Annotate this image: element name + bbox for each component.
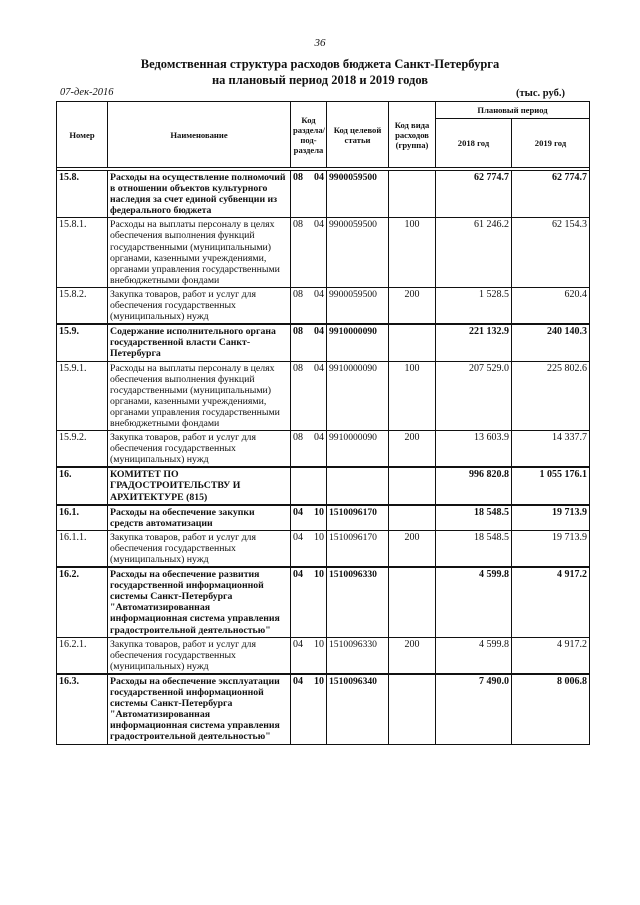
header-expense-type-code: Код вида расходов (группа) — [389, 102, 436, 168]
table-row — [57, 324, 590, 361]
row-section-code: 04 — [291, 567, 312, 637]
row-target-code: 9910000090 — [327, 361, 389, 431]
row-name: Расходы на обеспечение эксплуатации государственной информационной системы Санкт-Петербурга "Автоматизированная информационная система управления градостроительной деятельностью" — [108, 674, 291, 744]
row-amount-2018: 18 548.5 — [436, 530, 512, 567]
row-amount-2019: 4 917.2 — [512, 637, 590, 674]
document-date: 07-дек-2016 — [60, 87, 114, 98]
row-amount-2018: 61 246.2 — [436, 218, 512, 288]
row-section-code: 08 — [291, 218, 312, 288]
row-expense-type — [389, 505, 436, 531]
row-name: Расходы на выплаты персоналу в целях обеспечения выполнения функций государственными (муниципальными) органами, казенными учреждениями, органами управления государственными внебюджетными фондами — [108, 218, 291, 288]
row-expense-type: 200 — [389, 530, 436, 567]
row-number: 16.3. — [57, 674, 108, 744]
row-section-code: 08 — [291, 324, 312, 361]
row-number: 16. — [57, 467, 108, 504]
row-subsection-code: 04 — [312, 287, 327, 324]
row-amount-2019: 4 917.2 — [512, 567, 590, 637]
row-number: 15.8.2. — [57, 287, 108, 324]
page-number: 36 — [314, 37, 326, 49]
row-amount-2019: 8 006.8 — [512, 674, 590, 744]
row-amount-2018: 4 599.8 — [436, 567, 512, 637]
row-target-code: 1510096170 — [327, 530, 389, 567]
row-name: Закупка товаров, работ и услуг для обеспечения государственных (муниципальных) нужд — [108, 287, 291, 324]
row-number: 15.9. — [57, 324, 108, 361]
row-subsection-code: 10 — [312, 567, 327, 637]
row-subsection-code: 10 — [312, 674, 327, 744]
header-target-code: Код целевой статьи — [327, 102, 389, 168]
row-subsection-code: 10 — [312, 530, 327, 567]
row-expense-type: 100 — [389, 218, 436, 288]
row-section-code: 08 — [291, 431, 312, 468]
header-name: Наименование — [108, 102, 291, 168]
row-target-code: 1510096330 — [327, 567, 389, 637]
row-section-code: 04 — [291, 637, 312, 674]
table-row — [57, 361, 590, 431]
row-subsection-code: 10 — [312, 637, 327, 674]
row-amount-2018: 996 820.8 — [436, 467, 512, 504]
units-label: (тыс. руб.) — [516, 88, 565, 99]
table-body — [57, 171, 590, 745]
row-section-code: 08 — [291, 171, 312, 218]
row-expense-type: 200 — [389, 287, 436, 324]
row-amount-2018: 4 599.8 — [436, 637, 512, 674]
row-amount-2018: 7 490.0 — [436, 674, 512, 744]
table-row — [57, 218, 590, 288]
row-name: Содержание исполнительного органа государственной власти Санкт-Петербурга — [108, 324, 291, 361]
row-amount-2018: 62 774.7 — [436, 171, 512, 218]
row-subsection-code: 04 — [312, 218, 327, 288]
title-line-1: Ведомственная структура расходов бюджета Санкт-Петербурга — [140, 57, 500, 71]
budget-table — [56, 101, 590, 745]
row-amount-2019: 62 774.7 — [512, 171, 590, 218]
table-row — [57, 674, 590, 744]
row-name: Расходы на выплаты персоналу в целях обеспечения выполнения функций государственными (муниципальными) органами, казенными учреждениями, органами управления государственными внебюджетными фондами — [108, 361, 291, 431]
table-row — [57, 431, 590, 468]
row-target-code: 1510096330 — [327, 637, 389, 674]
row-subsection-code: 10 — [312, 505, 327, 531]
header-plan-period: Плановый период — [436, 102, 590, 119]
row-section-code — [291, 467, 312, 504]
row-number: 15.8.1. — [57, 218, 108, 288]
row-name: КОМИТЕТ ПО ГРАДОСТРОИТЕЛЬСТВУ И АРХИТЕКТУРЕ (815) — [108, 467, 291, 504]
table-row — [57, 505, 590, 531]
row-expense-type: 200 — [389, 637, 436, 674]
row-amount-2019: 62 154.3 — [512, 218, 590, 288]
title-line-2: на плановый период 2018 и 2019 годов — [211, 73, 429, 87]
row-amount-2018: 207 529.0 — [436, 361, 512, 431]
header-year-2019: 2019 год — [512, 119, 590, 168]
row-number: 16.1. — [57, 505, 108, 531]
row-number: 16.2.1. — [57, 637, 108, 674]
row-target-code: 9900059500 — [327, 171, 389, 218]
document-title — [0, 56, 640, 88]
table-row — [57, 467, 590, 504]
row-number: 15.8. — [57, 171, 108, 218]
row-subsection-code — [312, 467, 327, 504]
row-target-code — [327, 467, 389, 504]
row-subsection-code: 04 — [312, 171, 327, 218]
row-amount-2019: 225 802.6 — [512, 361, 590, 431]
row-subsection-code: 04 — [312, 431, 327, 468]
row-target-code: 9900059500 — [327, 287, 389, 324]
row-expense-type: 200 — [389, 431, 436, 468]
row-expense-type — [389, 674, 436, 744]
row-target-code: 1510096170 — [327, 505, 389, 531]
row-section-code: 04 — [291, 674, 312, 744]
table-row — [57, 287, 590, 324]
row-subsection-code: 04 — [312, 324, 327, 361]
row-amount-2019: 19 713.9 — [512, 505, 590, 531]
row-amount-2018: 13 603.9 — [436, 431, 512, 468]
header-year-2018: 2018 год — [436, 119, 512, 168]
row-expense-type — [389, 467, 436, 504]
row-name: Закупка товаров, работ и услуг для обеспечения государственных (муниципальных) нужд — [108, 431, 291, 468]
table-row — [57, 530, 590, 567]
row-section-code: 08 — [291, 361, 312, 431]
row-number: 15.9.2. — [57, 431, 108, 468]
row-amount-2018: 1 528.5 — [436, 287, 512, 324]
row-target-code: 1510096340 — [327, 674, 389, 744]
row-expense-type — [389, 567, 436, 637]
row-name: Закупка товаров, работ и услуг для обеспечения государственных (муниципальных) нужд — [108, 530, 291, 567]
row-expense-type — [389, 171, 436, 218]
row-amount-2018: 221 132.9 — [436, 324, 512, 361]
table-row — [57, 637, 590, 674]
row-target-code: 9910000090 — [327, 324, 389, 361]
row-amount-2018: 18 548.5 — [436, 505, 512, 531]
header-number: Номер — [57, 102, 108, 168]
table-row — [57, 567, 590, 637]
row-amount-2019: 14 337.7 — [512, 431, 590, 468]
row-expense-type — [389, 324, 436, 361]
row-target-code: 9910000090 — [327, 431, 389, 468]
row-name: Расходы на обеспечение развития государственной информационной системы Санкт-Петербурга "Автоматизированная информационная система управления градостроительной деятельностью" — [108, 567, 291, 637]
row-subsection-code: 04 — [312, 361, 327, 431]
row-name: Расходы на обеспечение закупки средств автоматизации — [108, 505, 291, 531]
row-target-code: 9900059500 — [327, 218, 389, 288]
header-section-code: Код раздела/ под- раздела — [291, 102, 327, 168]
row-amount-2019: 240 140.3 — [512, 324, 590, 361]
row-number: 15.9.1. — [57, 361, 108, 431]
row-name: Закупка товаров, работ и услуг для обеспечения государственных (муниципальных) нужд — [108, 637, 291, 674]
row-section-code: 04 — [291, 530, 312, 567]
row-name: Расходы на осуществление полномочий в отношении объектов культурного наследия за счет единой субвенции из федерального бюджета — [108, 171, 291, 218]
row-section-code: 04 — [291, 505, 312, 531]
row-number: 16.2. — [57, 567, 108, 637]
table-row — [57, 171, 590, 218]
row-amount-2019: 19 713.9 — [512, 530, 590, 567]
row-number: 16.1.1. — [57, 530, 108, 567]
row-expense-type: 100 — [389, 361, 436, 431]
row-section-code: 08 — [291, 287, 312, 324]
row-amount-2019: 1 055 176.1 — [512, 467, 590, 504]
row-amount-2019: 620.4 — [512, 287, 590, 324]
